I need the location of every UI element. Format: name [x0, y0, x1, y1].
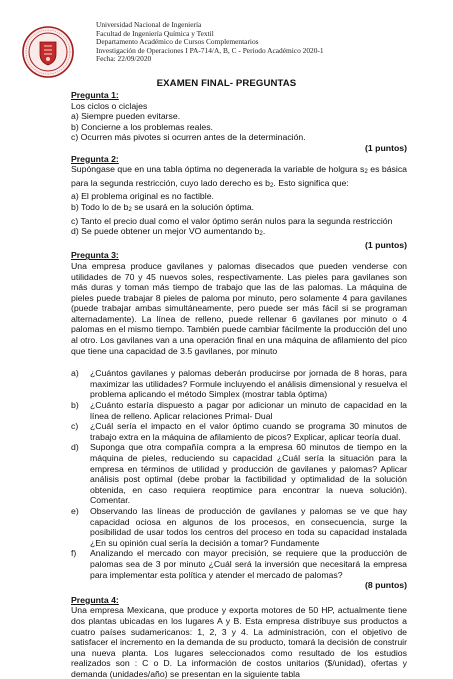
- question-1-option: b) Concierne a los problemas reales.: [71, 121, 213, 132]
- question-4-statement: Una empresa Mexicana, que produce y exporta motores de 50 HP, actualmente tiene dos plantas ubicadas en los lugares A y B. Esta empresa distribuye sus productos a cuatro países sudamericanos: 1, 2, 3 y 4. La administración, con el objetivo de satisfacer el incremento en la demanda de su producto, tomará la decisión de construir una nueva planta. Los lugares seleccionados como resultado de los estudios realizados son : C o D. La información de costos unitarios ($/unidad), ofertas y demanda (unidades/año) se presentan en la siguiente tabla: [71, 605, 407, 679]
- question-2-option: c) Tanto el precio dual como el valor óptimo serán nulos para la segunda restricción: [71, 215, 393, 226]
- question-2-points: (1 puntos): [365, 239, 407, 250]
- question-3-item: e) Observando las líneas de producción de gavilanes y palomas se ve que hay capacidad ociosa en algunos de los procesos, en consecuencia, surge la posibilidad de usar todos los centros del proceso en toda su capacidad instalada ¿En su opinión cual sería la decisión a tomar? Fundamente: [71, 505, 407, 548]
- question-1-title: Pregunta 1:: [71, 90, 119, 100]
- header-line: Facultad de Ingeniería Química y Textil: [96, 28, 214, 38]
- question-3-item: b) ¿Cuánto estaría dispuesto a pagar por adicionar un minuto de capacidad en la línea de relleno. Aplicar relaciones Primal- Dual: [71, 400, 407, 421]
- question-3-item: a) ¿Cuántos gavilanes y palomas deberán producirse por jornada de 8 horas, para maximizar las utilidades? Formule incluyendo el análisis dimensional y resuelva el problema aplicando el método Simplex (mostrar tabla óptima): [71, 368, 407, 400]
- question-3-points: (8 puntos): [365, 580, 407, 591]
- question-3-item: f) Analizando el mercado con mayor precisión, se requiere que la producción de palomas sea de 3 por minuto ¿Cuál será la inversión que necesitará la empresa para implementar esta política y atender el mercado de palomas?: [71, 548, 407, 580]
- question-1-points: (1 puntos): [365, 142, 407, 153]
- question-1-line: Los ciclos o ciclajes: [71, 100, 148, 111]
- question-3-item: d) Suponga que otra compañía compra a la empresa 60 minutos de tiempo en la máquina de pieles, reduciendo su capacidad ¿Cuál sería la situación para la empresa en términos de utilidad y producción de gavilanes y palomas? Aplicar análisis post optimal (debe probar la factibilidad y optimalidad de la solución obtenida, en caso requiera reoptimice para encontrar la nueva solución). Comentar.: [71, 442, 407, 506]
- header-line: Investigación de Operaciones I PA-714/A, B, C - Periodo Académico 2020-1: [96, 45, 324, 55]
- question-2-option: a) El problema original es no factible.: [71, 191, 214, 202]
- question-2-title: Pregunta 2:: [71, 153, 119, 164]
- question-2-option: b) Todo lo de b2 se usará en la solución óptima.: [71, 201, 254, 213]
- question-2-option: d) Se puede obtener un mejor VO aumentando b2.: [71, 226, 266, 238]
- question-1-option: a) Siempre pueden evitarse.: [71, 111, 181, 122]
- exam-title: EXAMEN FINAL- PREGUNTAS: [156, 78, 297, 89]
- question-3-statement: Una empresa produce gavilanes y palomas disecados que pueden venderse con utilidades de 70 y 45 nuevos soles, respectivamente. Las pieles para gavilanes son más duras y toman más tiempo de trabajo que las de las palomas. La máquina de pieles puede trabajar 8 pieles de paloma por minuto, pero solamente 4 para gavilanes (puede trabajar ambas simultáneamente, pero puede ser más fácil si se programan alternadamente). La línea de relleno, puede rellenar 6 gavilanes por minuto o 4 palomas en el mismo tiempo. También puede cambiar fácilmente la producción del uno al otro. Los gavilanes van a una operación final en una máquina de afilamiento del pico que tiene una capacidad de 3.5 gavilanes, por minuto: [71, 260, 407, 356]
- question-2-intro: Supóngase que en una tabla óptima no degenerada la variable de holgura s2 es básica para la segunda restricción, cuyo lado derecho es b2. Esto significa que:: [71, 164, 407, 189]
- question-4-title: Pregunta 4:: [71, 594, 119, 605]
- question-3-items: [71, 368, 407, 580]
- header-line: Departamento Académico de Cursos Complementarios: [96, 37, 259, 47]
- institution-header: [96, 21, 436, 64]
- university-seal-icon: [22, 26, 74, 78]
- exam-body: [71, 90, 407, 679]
- header-line: Fecha: 22/09/2020: [96, 54, 152, 64]
- header-line: Universidad Nacional de Ingeniería: [96, 20, 202, 29]
- question-1-option: c) Ocurren más pivotes si ocurren antes de la determinación.: [71, 132, 306, 143]
- question-3-title: Pregunta 3:: [71, 250, 119, 261]
- question-3-item: c) ¿Cuál sería el impacto en el valor óptimo cuando se programa 30 minutos de trabajo extra en la máquina de afilamiento de picos? Explicar, aplicar teoría dual.: [71, 421, 407, 442]
